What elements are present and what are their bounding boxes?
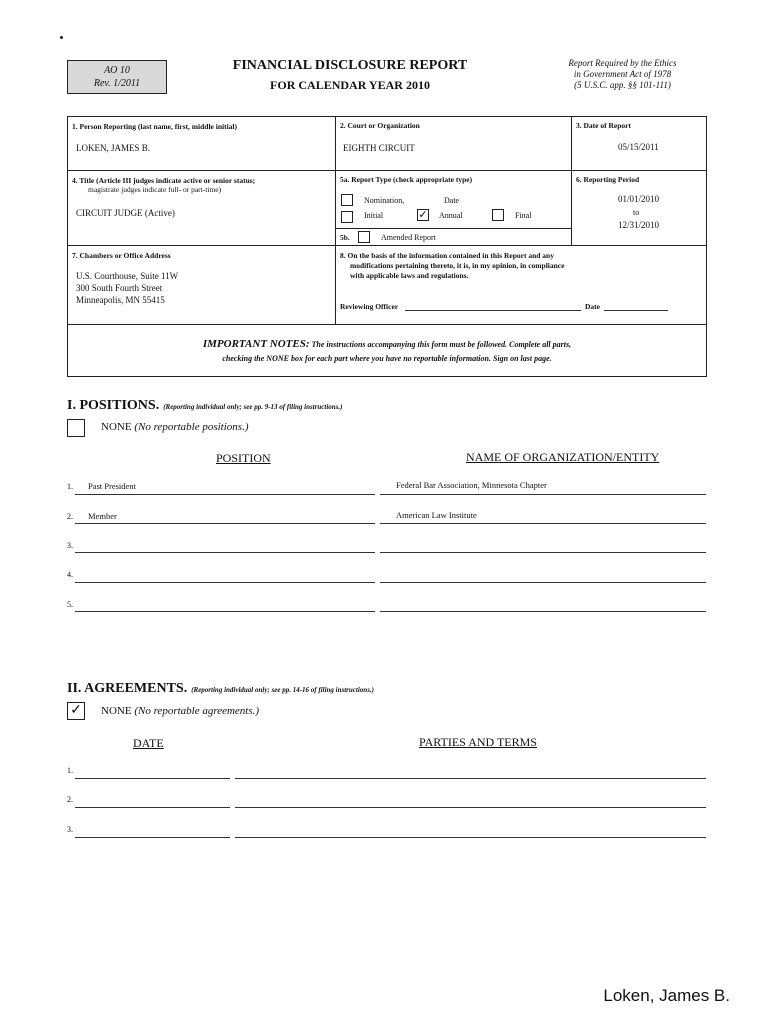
- row-line: [75, 523, 375, 524]
- agreements-heading: [67, 679, 374, 697]
- organization-column-header: NAME OF ORGANIZATION/ENTITY: [466, 450, 660, 464]
- none-note: (No reportable agreements.): [134, 705, 260, 717]
- reviewing-officer-label: Reviewing Officer: [340, 302, 399, 311]
- positions-title: I. POSITIONS.: [67, 398, 160, 413]
- period-to: to: [633, 208, 640, 217]
- review-statement-line-2: modifications pertaining thereto, it is, in my opinion, in compliance: [350, 261, 565, 270]
- row-line: [75, 552, 375, 553]
- statute-line-3: (5 U.S.C. app. §§ 101-111): [574, 80, 671, 90]
- report-type-label: 5a. Report Type (check appropriate type): [340, 175, 473, 184]
- date-of-report-value[interactable]: 05/15/2011: [618, 142, 659, 152]
- review-date-label: Date: [585, 302, 600, 311]
- annual-checkbox[interactable]: ✓: [418, 209, 428, 221]
- position-value[interactable]: Member: [88, 511, 117, 521]
- court-value[interactable]: EIGHTH CIRCUIT: [343, 143, 415, 153]
- row-line: [235, 778, 706, 779]
- form-code: AO 10: [104, 65, 130, 76]
- annual-label: Annual: [439, 211, 463, 220]
- divider: [571, 116, 572, 245]
- row-line: [75, 494, 375, 495]
- reviewing-officer-line[interactable]: [405, 310, 581, 311]
- row-number: 4.: [67, 570, 73, 579]
- row-line: [380, 582, 706, 583]
- amended-prefix: 5b.: [340, 233, 350, 242]
- date-column-header: DATE: [133, 736, 164, 750]
- row-line: [235, 807, 706, 808]
- row-number: 2.: [67, 795, 73, 804]
- amended-checkbox[interactable]: [358, 231, 370, 243]
- court-label: 2. Court or Organization: [340, 121, 420, 130]
- nomination-label: Nomination,: [364, 196, 405, 205]
- positions-none-checkbox[interactable]: [67, 419, 85, 437]
- form-revision: Rev. 1/2011: [93, 78, 141, 89]
- important-notes: [80, 337, 694, 366]
- nomination-checkbox[interactable]: [341, 194, 353, 206]
- position-column-header: POSITION: [216, 451, 271, 465]
- title-label: 4. Title (Article III judges indicate active or senior status;: [72, 176, 256, 185]
- positions-heading: [67, 396, 343, 414]
- review-statement-line-3: with applicable laws and regulations.: [350, 271, 469, 280]
- row-number: 3.: [67, 825, 73, 834]
- period-end[interactable]: 12/31/2010: [618, 220, 660, 230]
- positions-none-label: [101, 421, 249, 433]
- row-line: [380, 523, 706, 524]
- agreements-title: II. AGREEMENTS.: [67, 681, 188, 696]
- report-title: FINANCIAL DISCLOSURE REPORT: [232, 58, 468, 73]
- position-value[interactable]: Past President: [88, 481, 136, 491]
- address-line-2[interactable]: 300 South Fourth Street: [76, 283, 163, 293]
- address-line-1[interactable]: U.S. Courthouse, Suite 11W: [76, 271, 179, 281]
- divider: [67, 170, 707, 171]
- title-label-note: magistrate judges indicate full- or part-time): [88, 185, 222, 194]
- notes-line-2: checking the NONE box for each part where you have no reportable information. Sign on last page.: [222, 354, 552, 363]
- title-value[interactable]: CIRCUIT JUDGE (Active): [76, 208, 175, 218]
- row-line: [380, 611, 706, 612]
- organization-value[interactable]: Federal Bar Association, Minnesota Chapter: [396, 480, 547, 490]
- divider: [335, 228, 571, 229]
- chambers-label: 7. Chambers or Office Address: [72, 251, 171, 260]
- none-note: (No reportable positions.): [134, 421, 249, 433]
- form-number-stamp: [67, 60, 167, 94]
- scan-mark: [60, 36, 63, 39]
- divider: [67, 324, 707, 325]
- report-subtitle: FOR CALENDAR YEAR 2010: [270, 78, 430, 92]
- row-line: [75, 837, 230, 838]
- row-line: [75, 611, 375, 612]
- row-line: [235, 837, 706, 838]
- row-number: 1.: [67, 482, 73, 491]
- footer-filer-name: Loken, James B.: [603, 986, 730, 1005]
- row-line: [75, 582, 375, 583]
- row-number: 1.: [67, 766, 73, 775]
- review-statement-line-1: 8. On the basis of the information contained in this Report and any: [340, 251, 554, 260]
- notes-line-1: The instructions accompanying this form must be followed. Complete all parts,: [311, 340, 572, 349]
- agreements-note: (Reporting individual only; see pp. 14-16 of filing instructions.): [191, 686, 374, 694]
- row-number: 2.: [67, 512, 73, 521]
- parties-column-header: PARTIES AND TERMS: [419, 735, 537, 749]
- none-text: NONE: [101, 705, 132, 717]
- none-text: NONE: [101, 421, 132, 433]
- agreements-none-checkbox[interactable]: ✓: [67, 702, 85, 720]
- person-reporting-value[interactable]: LOKEN, JAMES B.: [76, 143, 151, 153]
- nomination-date-label: Date: [444, 196, 460, 205]
- statute-note: [545, 58, 700, 91]
- reporting-period-label: 6. Reporting Period: [576, 175, 640, 184]
- period-start[interactable]: 01/01/2010: [618, 194, 660, 204]
- statute-line-1: Report Required by the Ethics: [568, 58, 677, 68]
- amended-label: Amended Report: [381, 233, 436, 242]
- initial-label: Initial: [364, 211, 384, 220]
- organization-value[interactable]: American Law Institute: [396, 510, 477, 520]
- initial-checkbox[interactable]: [341, 211, 353, 223]
- row-line: [75, 807, 230, 808]
- statute-line-2: in Government Act of 1978: [573, 69, 672, 79]
- date-of-report-label: 3. Date of Report: [576, 121, 631, 130]
- row-number: 5.: [67, 600, 73, 609]
- address-line-3[interactable]: Minneapolis, MN 55415: [76, 295, 165, 305]
- final-label: Final: [515, 211, 532, 220]
- divider: [67, 245, 707, 246]
- row-line: [75, 778, 230, 779]
- final-checkbox[interactable]: [492, 209, 504, 221]
- person-reporting-label: 1. Person Reporting (last name, first, middle initial): [72, 122, 237, 131]
- notes-heading: IMPORTANT NOTES:: [202, 338, 310, 350]
- divider: [335, 116, 336, 324]
- review-date-line[interactable]: [604, 310, 668, 311]
- agreements-none-label: [101, 705, 259, 717]
- row-line: [380, 552, 706, 553]
- row-number: 3.: [67, 541, 73, 550]
- positions-note: (Reporting individual only; see pp. 9-13 of filing instructions.): [163, 403, 343, 411]
- row-line: [380, 494, 706, 495]
